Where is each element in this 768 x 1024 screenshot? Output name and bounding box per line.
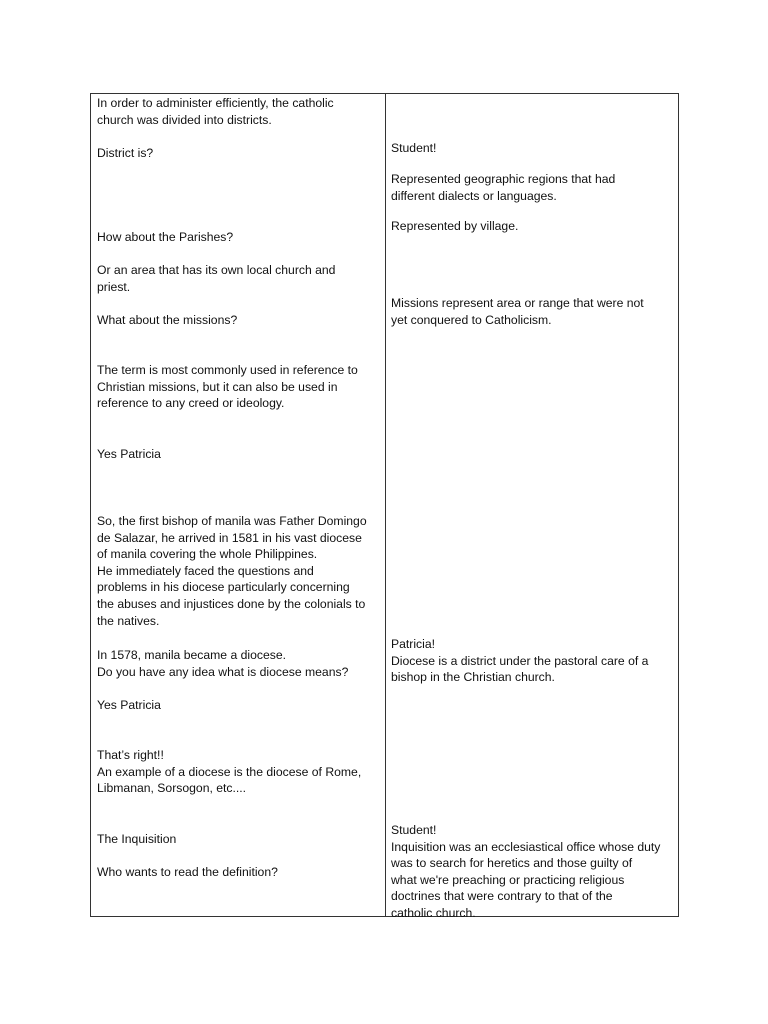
student-line: catholic church.: [391, 906, 476, 920]
teacher-line: Do you have any idea what is diocese means?: [97, 664, 349, 679]
student-line: what we're preaching or practicing religious: [391, 872, 625, 887]
teacher-line: priest.: [97, 279, 131, 294]
column-divider: [385, 94, 386, 916]
student-line: bishop in the Christian church.: [391, 670, 555, 685]
teacher-line: Who wants to read the definition?: [97, 865, 278, 879]
lesson-dialogue-table: [90, 93, 679, 920]
student-line: Diocese is a district under the pastoral care of a: [391, 653, 649, 668]
teacher-line: He immediately faced the questions and: [97, 563, 314, 578]
teacher-line: church was divided into districts.: [97, 112, 272, 127]
student-line: Missions represent area or range that were not: [391, 296, 644, 310]
student-line: Represented by village.: [391, 219, 519, 233]
teacher-line: Christian missions, but it can also be used in: [97, 379, 338, 394]
student-line: yet conquered to Catholicism.: [391, 312, 552, 327]
student-line: Represented geographic regions that had: [391, 172, 616, 186]
teacher-line: In 1578, manila became a diocese.: [97, 648, 287, 662]
teacher-line: How about the Parishes?: [97, 230, 234, 244]
teacher-line: What about the missions?: [97, 313, 238, 327]
student-line: different dialects or languages.: [391, 188, 557, 203]
teacher-line: Yes Patricia: [97, 698, 161, 712]
teacher-line: problems in his diocese particularly concerning: [97, 580, 350, 595]
teacher-line: An example of a diocese is the diocese of Rome,: [97, 764, 362, 779]
teacher-line: District is?: [97, 146, 154, 160]
student-line: Student!: [391, 823, 437, 837]
teacher-line: The Inquisition: [97, 832, 177, 846]
student-line: was to search for heretics and those guilty of: [391, 856, 633, 871]
teacher-line: the natives.: [97, 613, 160, 628]
teacher-line: the abuses and injustices done by the colonials to: [97, 597, 366, 611]
teacher-line: of manila covering the whole Philippines.: [97, 547, 318, 562]
teacher-line: That’s right!!: [97, 748, 164, 762]
teacher-line: reference to any creed or ideology.: [97, 396, 285, 411]
teacher-line: In order to administer efficiently, the catholic: [97, 96, 334, 110]
teacher-line: de Salazar, he arrived in 1581 in his vast diocese: [97, 530, 362, 545]
teacher-line: Libmanan, Sorsogon, etc....: [97, 781, 247, 796]
teacher-line: Or an area that has its own local church and: [97, 263, 336, 277]
teacher-line: Yes Patricia: [97, 447, 161, 461]
student-line: doctrines that were contrary to that of the: [391, 889, 613, 904]
teacher-line: So, the first bishop of manila was Father Domingo: [97, 514, 367, 528]
student-line: Inquisition was an ecclesiastical office whose duty: [391, 839, 661, 854]
student-line: Patricia!: [391, 637, 436, 651]
teacher-line: The term is most commonly used in reference to: [97, 363, 358, 377]
student-line: Student!: [391, 141, 437, 155]
